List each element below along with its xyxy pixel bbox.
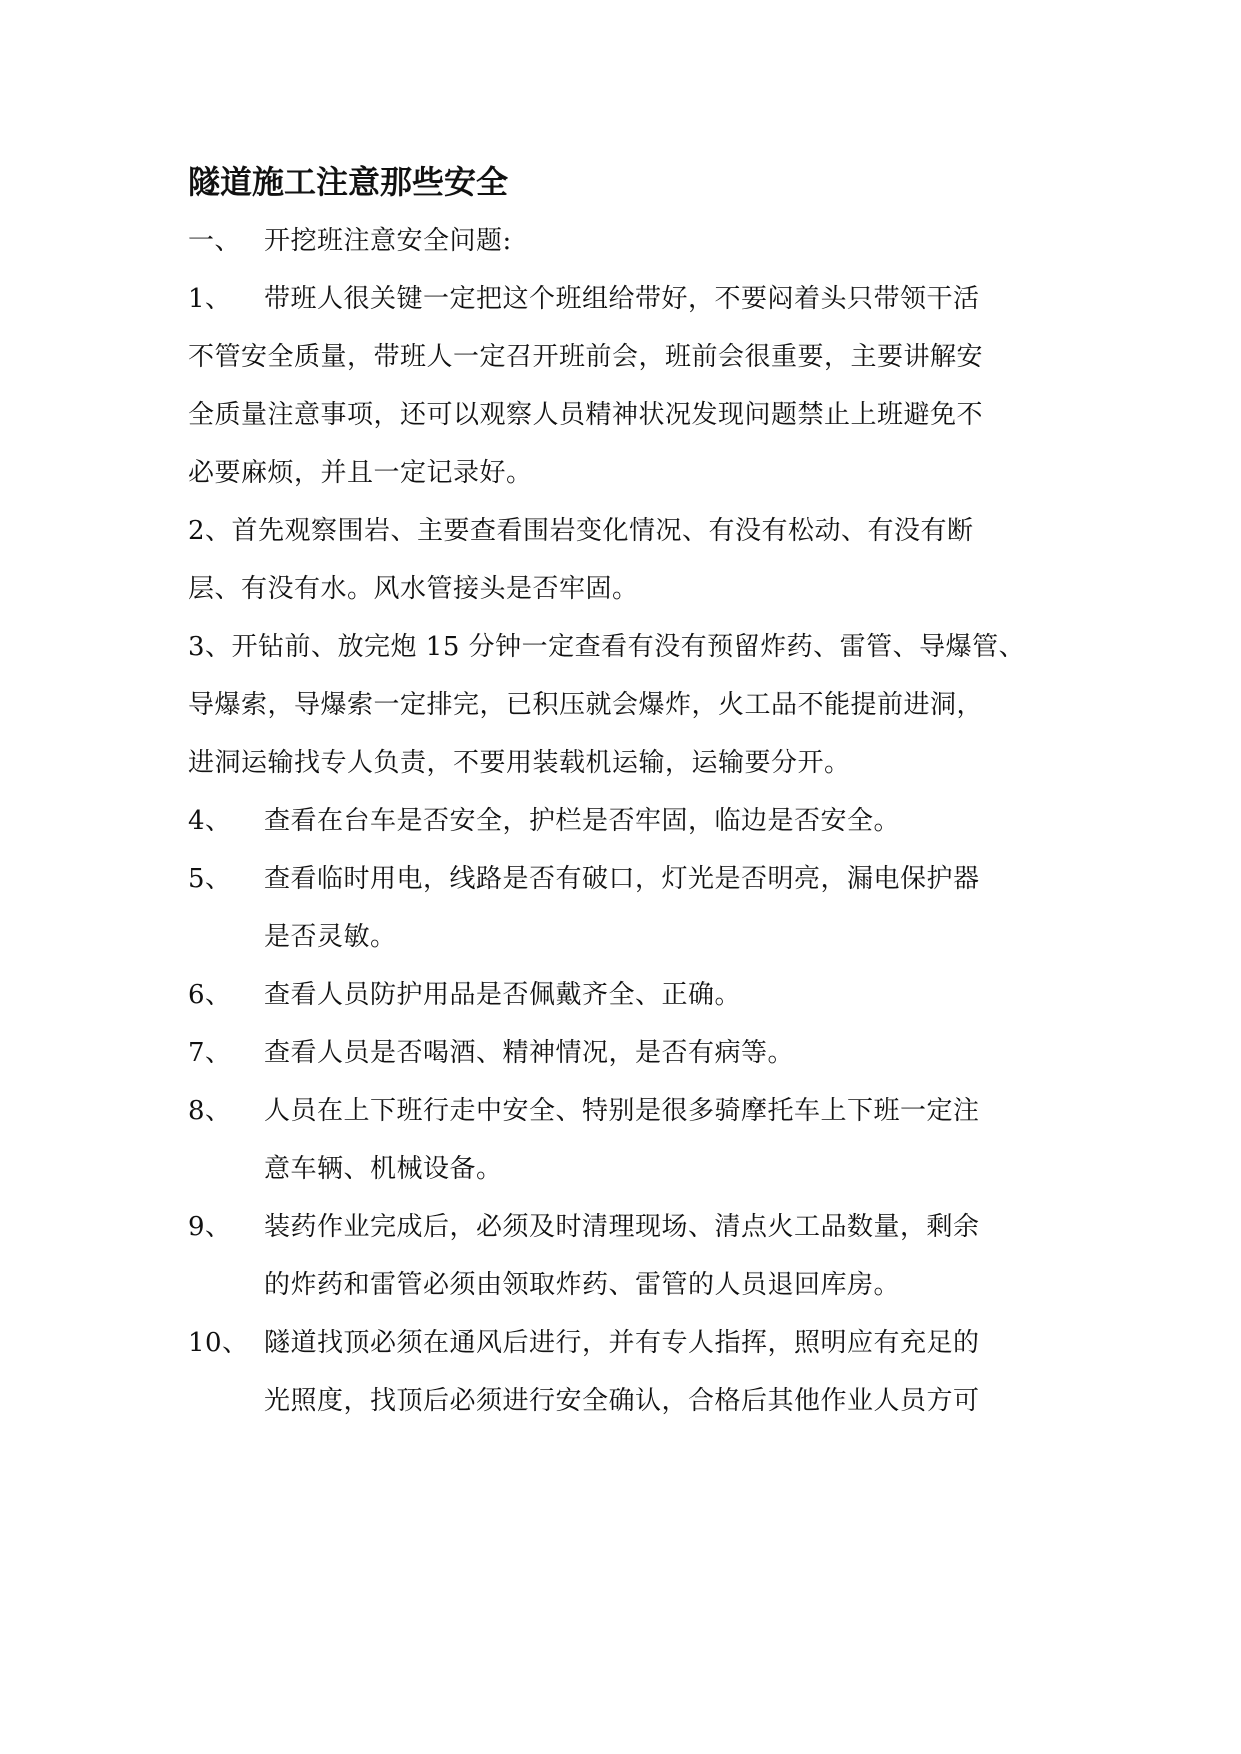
item-10-line-1: 10、 隧道找顶必须在通风后进行，并有专人指挥，照明应有充足的 xyxy=(188,1324,1052,1362)
section-heading xyxy=(188,222,1052,260)
item-8-line-1: 8、 人员在上下班行走中安全、特别是很多骑摩托车上下班一定注 xyxy=(188,1092,1052,1130)
item-7-number: 7、 xyxy=(188,1038,232,1068)
item-1-line-2: 不管安全质量，带班人一定召开班前会，班前会很重要，主要讲解安 xyxy=(188,342,984,372)
document-title: 隧道施工注意那些安全 xyxy=(188,163,509,201)
item-10-line-2: 光照度，找顶后必须进行安全确认，合格后其他作业人员方可 xyxy=(264,1386,980,1416)
item-5-line-2: 是否灵敏。 xyxy=(264,922,397,952)
item-4-line-1: 4、 查看在台车是否安全，护栏是否牢固，临边是否安全。 xyxy=(188,802,1052,840)
item-9-line-2: 的炸药和雷管必须由领取炸药、雷管的人员退回库房。 xyxy=(264,1270,901,1300)
item-5-line-1: 5、 查看临时用电，线路是否有破口，灯光是否明亮，漏电保护器 xyxy=(188,860,1052,898)
item-10-number: 10、 xyxy=(188,1328,249,1358)
item-1-number: 1、 xyxy=(188,284,232,314)
item-1-line-1: 1、 带班人很关键一定把这个班组给带好，不要闷着头只带领干活 xyxy=(188,280,1052,318)
item-6-line-1: 6、 查看人员防护用品是否佩戴齐全、正确。 xyxy=(188,976,1052,1014)
item-9-number: 9、 xyxy=(188,1212,232,1242)
item-7-line-1: 7、 查看人员是否喝酒、精神情况，是否有病等。 xyxy=(188,1034,1052,1072)
item-1-line-3: 全质量注意事项，还可以观察人员精神状况发现问题禁止上班避免不 xyxy=(188,400,984,430)
document-body xyxy=(188,222,1052,1420)
item-3-line-1: 3、开钻前、放完炮 15 分钟一定查看有没有预留炸药、雷管、导爆管、 xyxy=(188,632,1026,662)
item-2-line-2: 层、有没有水。风水管接头是否牢固。 xyxy=(188,574,639,604)
section-text: 开挖班注意安全问题: xyxy=(264,226,512,256)
item-1-line-4: 必要麻烦，并且一定记录好。 xyxy=(188,458,533,488)
item-9-line-1: 9、 装药作业完成后，必须及时清理现场、清点火工品数量，剩余 xyxy=(188,1208,1052,1246)
item-6-number: 6、 xyxy=(188,980,232,1010)
item-3-line-2: 导爆索，导爆索一定排完，已积压就会爆炸，火工品不能提前进洞， xyxy=(188,690,984,720)
item-5-number: 5、 xyxy=(188,864,232,894)
item-3-line-3: 进洞运输找专人负责，不要用装载机运输，运输要分开。 xyxy=(188,748,851,778)
item-8-number: 8、 xyxy=(188,1096,232,1126)
item-2-line-1: 2、首先观察围岩、主要查看围岩变化情况、有没有松动、有没有断 xyxy=(188,516,974,546)
section-number: 一、 xyxy=(188,226,242,256)
item-8-line-2: 意车辆、机械设备。 xyxy=(264,1154,503,1184)
item-4-number: 4、 xyxy=(188,806,232,836)
